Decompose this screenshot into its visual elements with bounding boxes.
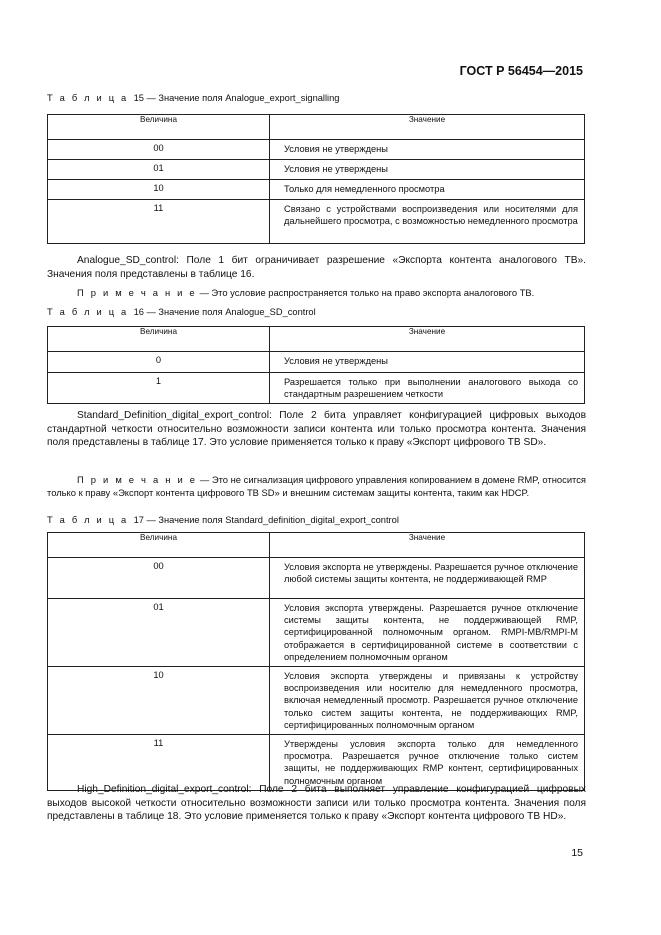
table16 [47, 326, 585, 404]
table15-value-cell: 00 [48, 140, 270, 160]
table15-meaning-cell: Условия не утверждены [270, 160, 585, 180]
table16-caption [47, 307, 316, 317]
table15-caption-prefix: Т а б л и ц а [47, 93, 129, 103]
table17-meaning-cell: Утверждены условия экспорта только для немедленного просмотра. Разрешается ручное отключение только систем защиты, не поддерживающих RMP контент, сертифицированных полномочным органом [270, 735, 585, 791]
table17-value-cell: 00 [48, 558, 270, 599]
table17-header-row [48, 533, 585, 558]
table-row [48, 352, 585, 373]
paragraph-analogue-sd-control: Analogue_SD_control: Поле 1 бит ограничивает разрешение «Экспорта контента аналогового ТВ». Значения поля представлены в таблице 16. [47, 255, 586, 280]
table-row [48, 373, 585, 404]
table16-col-value-header: Величина [48, 327, 270, 352]
table-row [48, 667, 585, 735]
paragraph-hd-digital-export-control: High_Definition_digital_export_control: Поле 2 бита выполняет управление конфигурацией цифровых выходов высокой четкости относительно возможности записи или только просмотра контента. Значения поля представлены в таблице 18. Это условие применяется только к праву «Экспорт контента цифрового ТВ HD». [47, 784, 586, 823]
table16-caption-prefix: Т а б л и ц а [47, 307, 129, 317]
table15-meaning-cell: Только для немедленного просмотра [270, 180, 585, 200]
table15-meaning-cell: Условия не утверждены [270, 140, 585, 160]
note-1 [47, 286, 586, 299]
table-row [48, 558, 585, 599]
table15-meaning-cell: Связано с устройствами воспроизведения или носителями для дальнейшего просмотра, с возможностью немедленного просмотра [270, 200, 585, 244]
note1-label: П р и м е ч а н и е [77, 287, 197, 298]
table-row [48, 599, 585, 667]
table-row [48, 160, 585, 180]
table16-header-row [48, 327, 585, 352]
table17 [47, 532, 585, 791]
table15-col-meaning-header: Значение [270, 115, 585, 140]
table17-meaning-cell: Условия экспорта не утверждены. Разрешается ручное отключение любой системы защиты контента, не поддерживающей RMP [270, 558, 585, 599]
table-row [48, 735, 585, 791]
table17-meaning-cell: Условия экспорта утверждены. Разрешается ручное отключение системы защиты контента, не поддерживающей RMP, сертифицированной полномочным органом. RMPI-MB/RMPI-M отображается в сертифицированной системе в соответствии с определением полномочным органом [270, 599, 585, 667]
table16-value-cell: 0 [48, 352, 270, 373]
table16-meaning-cell: Разрешается только при выполнении аналогового выхода со стандартным разрешением четкости [270, 373, 585, 404]
table16-caption-text: 16 — Значение поля Analogue_SD_control [133, 307, 316, 317]
table15-value-cell: 01 [48, 160, 270, 180]
table17-value-cell: 01 [48, 599, 270, 667]
table-row [48, 140, 585, 160]
table15-header-row [48, 115, 585, 140]
table15-value-cell: 11 [48, 200, 270, 244]
table17-caption-prefix: Т а б л и ц а [47, 515, 129, 525]
table15-value-cell: 10 [48, 180, 270, 200]
note2-label: П р и м е ч а н и е [77, 474, 198, 485]
table16-col-meaning-header: Значение [270, 327, 585, 352]
table15-caption [47, 93, 339, 103]
note-2 [47, 473, 586, 499]
page-number: 15 [571, 847, 583, 859]
table-row [48, 180, 585, 200]
table-row [48, 200, 585, 244]
table17-value-cell: 11 [48, 735, 270, 791]
paragraph-sd-digital-export-control: Standard_Definition_digital_export_control: Поле 2 бита управляет конфигурацией цифровых выходов стандартной четкости относительно возможности записи контента или только просмотра контента. Значения поля представлены в таблице 17. Это условие применяется только к праву «Экспорт цифрового ТВ SD». [47, 410, 586, 449]
document-standard-header: ГОСТ Р 56454—2015 [459, 64, 583, 78]
table15 [47, 114, 585, 244]
table16-meaning-cell: Условия не утверждены [270, 352, 585, 373]
table17-value-cell: 10 [48, 667, 270, 735]
table15-col-value-header: Величина [48, 115, 270, 140]
table17-meaning-cell: Условия экспорта утверждены и привязаны к устройству воспроизведения или носителю для немедленного просмотра, включая немедленный просмотр. Разрешается ручное отключение только систем защиты контента, не поддерживающих RMP, сертифицированных полномочным органом [270, 667, 585, 735]
table17-caption-text: 17 — Значение поля Standard_definition_digital_export_control [133, 515, 399, 525]
table16-value-cell: 1 [48, 373, 270, 404]
table17-caption [47, 515, 399, 525]
table17-col-meaning-header: Значение [270, 533, 585, 558]
table17-col-value-header: Величина [48, 533, 270, 558]
note1-text: — Это условие распространяется только на право экспорта аналогового ТВ. [199, 287, 535, 298]
note2-text: — Это не сигнализация цифрового управления копированием в домене RMP, относится только к праву «Экспорт контента цифрового ТВ SD» и внешним системам защиты контента, таким как HDCP. [47, 474, 587, 498]
table15-caption-text: 15 — Значение поля Analogue_export_signalling [133, 93, 340, 103]
